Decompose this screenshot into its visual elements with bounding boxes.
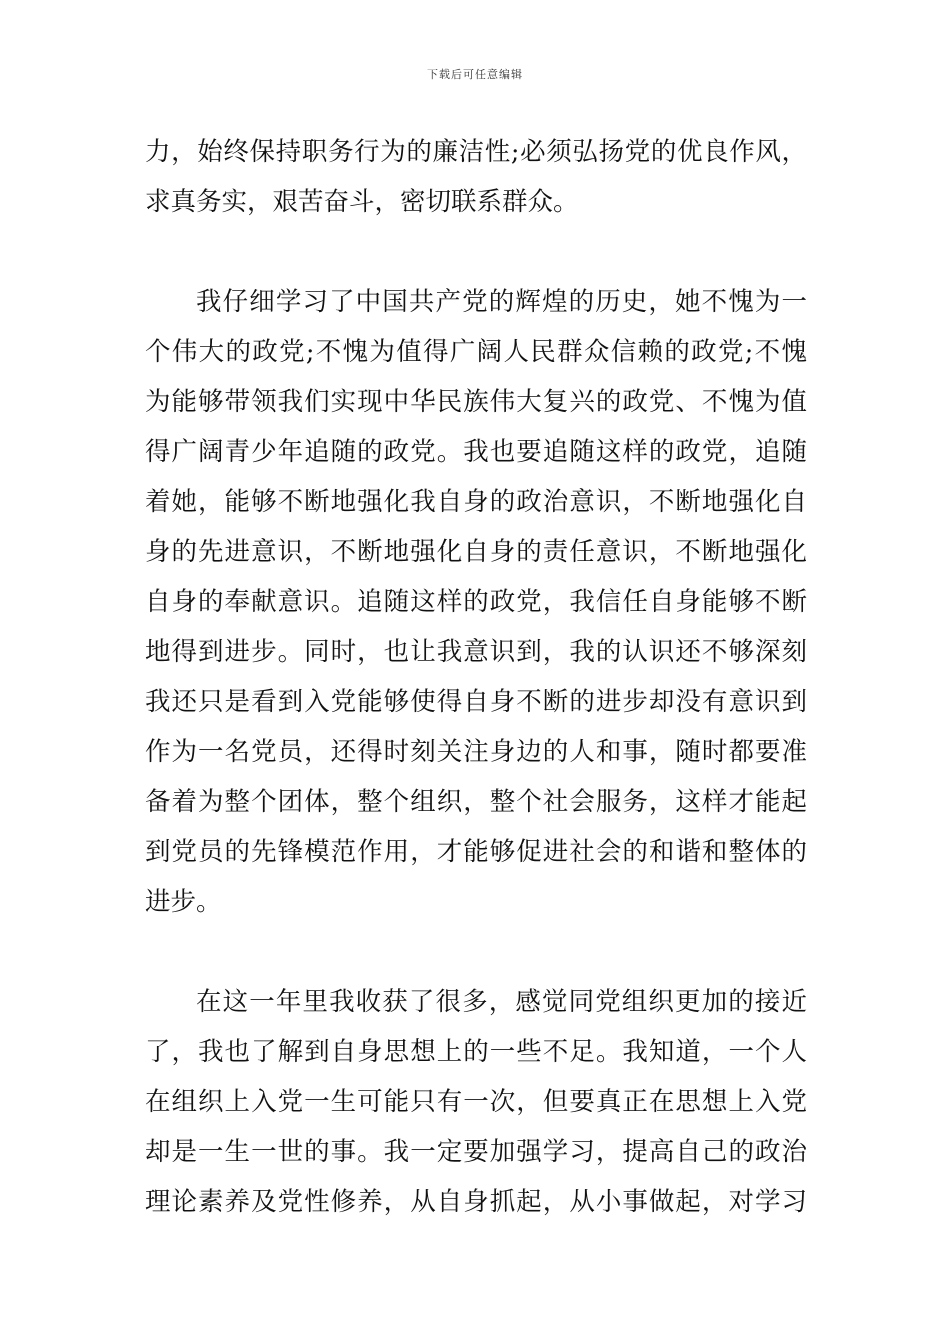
- text-line: 身的先进意识，不断地强化自身的责任意识，不断地强化: [145, 537, 807, 567]
- paragraph-2: [145, 277, 807, 927]
- text-line: 着她，能够不断地强化我自身的政治意识，不断地强化自: [145, 487, 807, 517]
- text-line: 我还只是看到入党能够使得自身不断的进步却没有意识到: [145, 687, 807, 717]
- text-line: 力，始终保持职务行为的廉洁性;必须弘扬党的优良作风，: [145, 137, 807, 167]
- document-body: [145, 127, 807, 1227]
- text-line: 理论素养及党性修养，从自身抓起，从小事做起，对学习: [145, 1187, 807, 1217]
- text-line: 在这一年里我收获了很多，感觉同党组织更加的接近: [196, 987, 807, 1017]
- text-line: 为能够带领我们实现中华民族伟大复兴的政党、不愧为值: [145, 387, 807, 417]
- text-line: 在组织上入党一生可能只有一次，但要真正在思想上入党: [145, 1087, 807, 1117]
- text-line: 我仔细学习了中国共产党的辉煌的历史，她不愧为一: [196, 287, 807, 317]
- text-line: 地得到进步。同时，也让我意识到，我的认识还不够深刻: [145, 637, 807, 667]
- text-line: 作为一名党员，还得时刻关注身边的人和事，随时都要准: [145, 737, 807, 767]
- paragraph-gap: [145, 927, 807, 977]
- text-line: 却是一生一世的事。我一定要加强学习，提高自己的政治: [145, 1137, 807, 1167]
- page-header: 下载后可任意编辑: [427, 68, 523, 81]
- text-line: 进步。: [145, 887, 222, 917]
- paragraph-3: [145, 977, 807, 1227]
- text-line: 自身的奉献意识。追随这样的政党，我信任自身能够不断: [145, 587, 807, 617]
- paragraph-gap: [145, 227, 807, 277]
- text-line: 求真务实，艰苦奋斗，密切联系群众。: [145, 187, 579, 217]
- text-line: 到党员的先锋模范作用，才能够促进社会的和谐和整体的: [145, 837, 807, 867]
- text-line: 了，我也了解到自身思想上的一些不足。我知道，一个人: [145, 1037, 807, 1067]
- text-line: 备着为整个团体，整个组织，整个社会服务，这样才能起: [145, 787, 807, 817]
- paragraph-1: [145, 127, 807, 227]
- text-line: 个伟大的政党;不愧为值得广阔人民群众信赖的政党;不愧: [145, 337, 807, 367]
- text-line: 得广阔青少年追随的政党。我也要追随这样的政党，追随: [145, 437, 807, 467]
